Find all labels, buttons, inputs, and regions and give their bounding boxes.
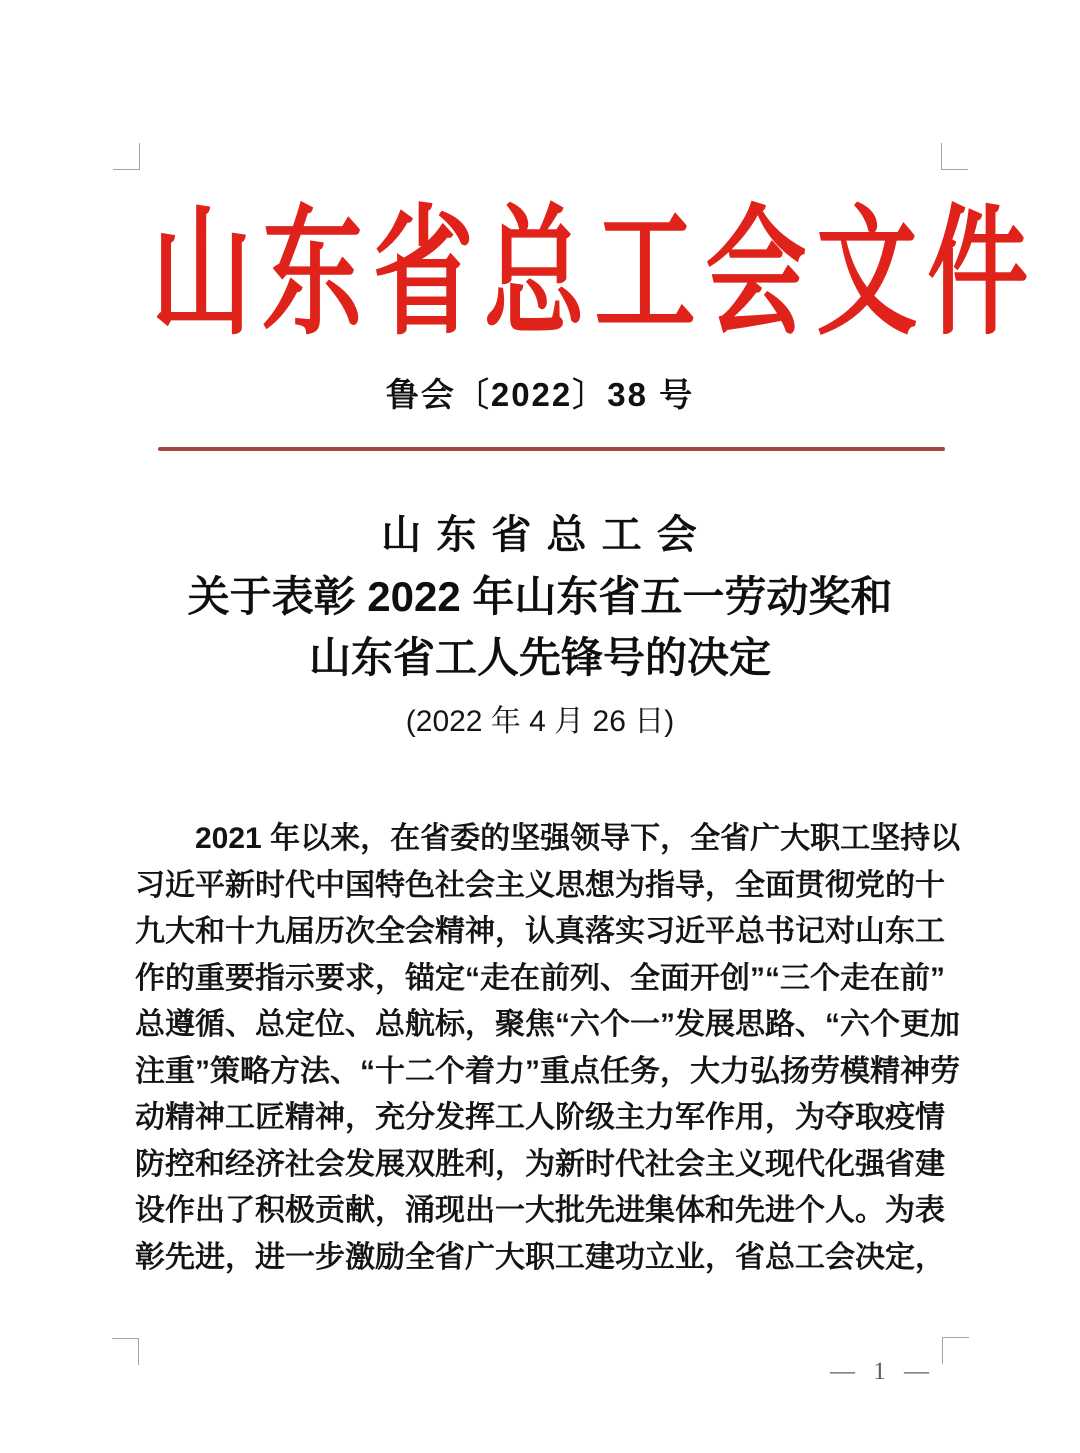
title-line-2: 关于表彰 2022 年山东省五一劳动奖和 — [187, 573, 893, 620]
body-text-line: 设作出了积极贡献，涌现出一大批先进集体和先进个人。为表 — [135, 1194, 945, 1227]
title-line-3: 山东省工人先锋号的决定 — [308, 634, 771, 681]
body-text-line: 防控和经济社会发展双胜利，为新时代社会主义现代化强省建 — [135, 1147, 945, 1181]
crop-mark-bottom-right-icon — [942, 1337, 969, 1364]
body-paragraph — [135, 816, 961, 1281]
body-text-line: 作的重要指示要求，锚定“走在前列、全面开创”“三个走在前” — [135, 961, 945, 995]
document-date: (2022 年 4 月 26 日) — [405, 705, 675, 738]
page-number: — 1 — — [830, 1358, 935, 1385]
header-divider-rule — [158, 447, 945, 451]
organization-header: 山东省总工会文件 — [151, 197, 1039, 352]
crop-mark-top-right-icon — [941, 143, 968, 170]
document-title — [0, 505, 1080, 688]
body-text-line: 习近平新时代中国特色社会主义思想为指导，全面贯彻党的十 — [135, 868, 945, 902]
body-text-line: 动精神工匠精神，充分发挥工人阶级主力军作用，为夺取疫情 — [135, 1101, 945, 1134]
title-org-line: 山 东 省 总 工 会 — [381, 513, 699, 557]
body-text-line: 彰先进，进一步激励全省广大职工建功立业，省总工会决定， — [135, 1240, 945, 1274]
body-text-line: 九大和十九届历次全会精神，认真落实习近平总书记对山东工 — [135, 915, 945, 948]
body-text-line: 2021 年以来，在省委的坚强领导下，全省广大职工坚持以 — [195, 822, 961, 855]
body-text-line: 总遵循、总定位、总航标，聚焦“六个一”发展思路、“六个更加 — [135, 1008, 960, 1041]
body-text-line: 注重”策略方法、“十二个着力”重点任务，大力弘扬劳模精神劳 — [135, 1054, 960, 1088]
crop-mark-top-left-icon — [113, 143, 140, 170]
document-number: 鲁会〔2022〕38 号 — [385, 376, 695, 413]
